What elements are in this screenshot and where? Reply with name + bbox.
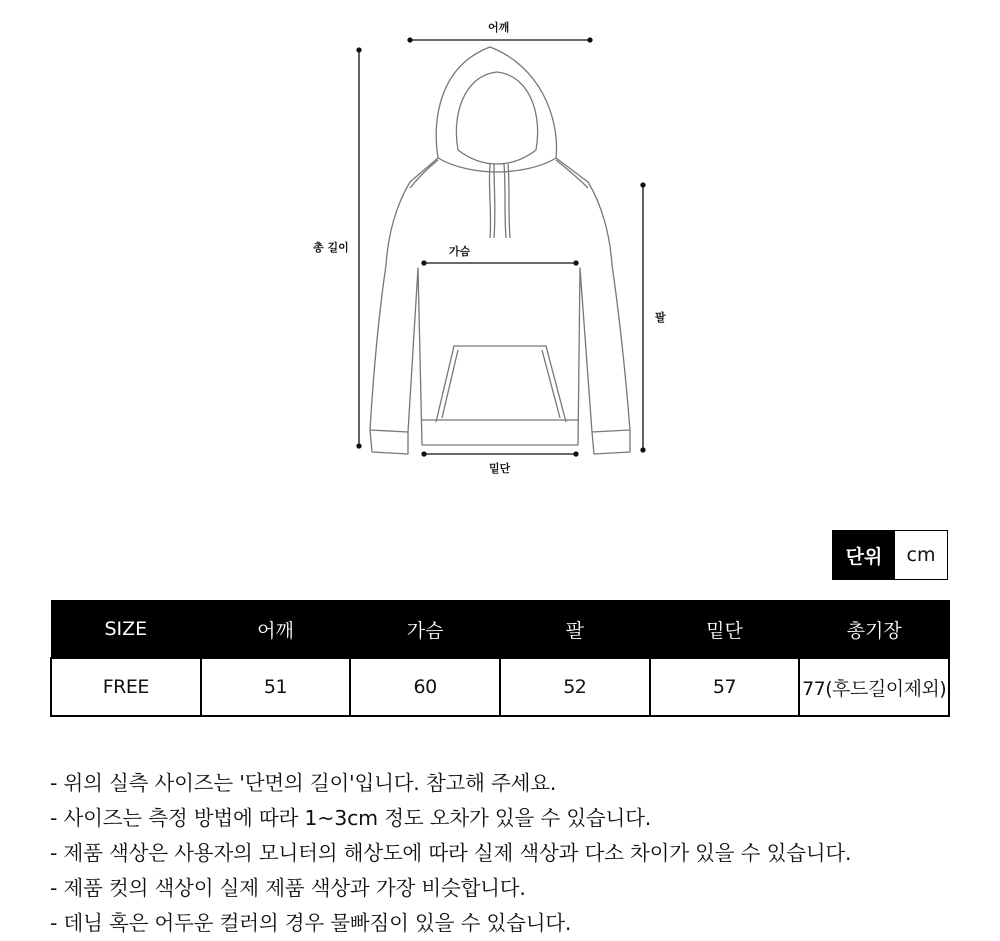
cell-chest: 60: [350, 658, 500, 716]
note-item: - 데님 혹은 어두운 컬러의 경우 물빠짐이 있을 수 있습니다.: [50, 911, 572, 935]
drawstring-left: [489, 164, 490, 238]
cell-total-length: 77(후드길이제외): [799, 658, 949, 716]
hoodie-body: [370, 158, 630, 445]
size-table: [50, 600, 950, 717]
cell-shoulder: 51: [201, 658, 351, 716]
note-item: - 제품 색상은 사용자의 모니터의 해상도에 따라 실제 색상과 다소 차이가 있을 수 있습니다.: [50, 841, 852, 865]
drawstring-right: [504, 164, 506, 238]
size-notes: [50, 766, 851, 941]
unit-label: 단위: [833, 531, 895, 579]
cell-sleeve: 52: [500, 658, 650, 716]
hem-label: 밑단: [489, 462, 511, 475]
unit-indicator: [832, 530, 948, 580]
header-size: SIZE: [51, 601, 201, 659]
cell-size: FREE: [51, 658, 201, 716]
header-hem: 밑단: [650, 601, 800, 659]
right-cuff: [592, 430, 630, 454]
sleeve-label: 팔: [655, 311, 666, 324]
shoulder-label: 어깨: [488, 21, 510, 34]
header-shoulder: 어깨: [201, 601, 351, 659]
total-length-label: 총 길이: [313, 241, 349, 254]
note-item: - 사이즈는 측정 방법에 따라 1~3cm 정도 오차가 있을 수 있습니다.: [50, 806, 652, 830]
kangaroo-pocket: [436, 346, 566, 422]
note-item: - 위의 실측 사이즈는 '단면의 길이'입니다. 참고해 주세요.: [50, 771, 557, 795]
hood-outline: [436, 47, 556, 172]
hood-opening: [456, 72, 537, 164]
table-row: [51, 658, 949, 716]
header-chest: 가슴: [350, 601, 500, 659]
chest-label: 가슴: [449, 245, 471, 258]
header-sleeve: 팔: [500, 601, 650, 659]
left-cuff: [370, 430, 408, 454]
note-item: - 제품 컷의 색상이 실제 제품 색상과 가장 비슷합니다.: [50, 876, 526, 900]
header-total-length: 총기장: [799, 601, 949, 659]
cell-hem: 57: [650, 658, 800, 716]
size-table-header: [51, 601, 949, 659]
unit-value: cm: [906, 544, 936, 566]
